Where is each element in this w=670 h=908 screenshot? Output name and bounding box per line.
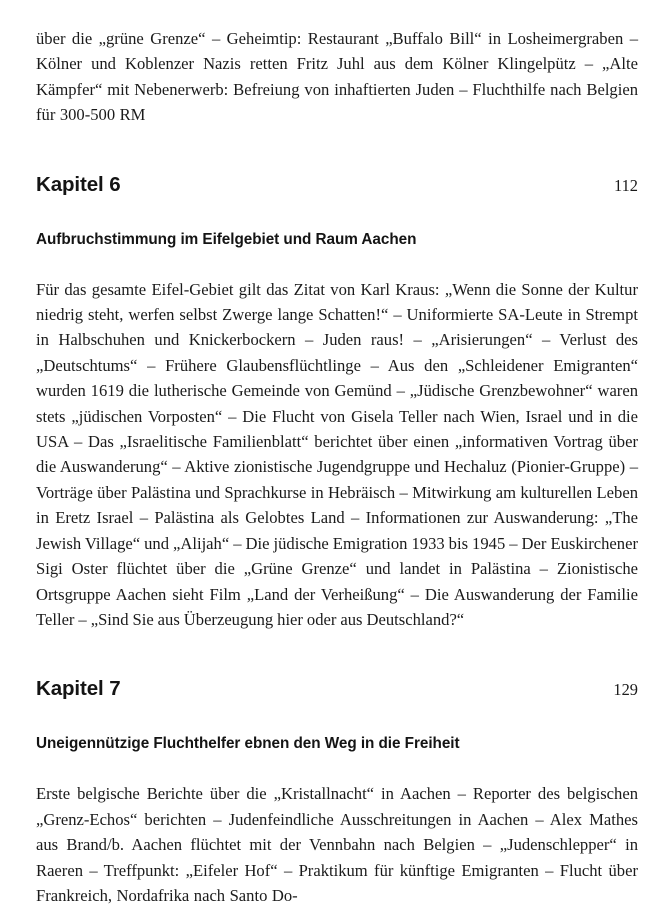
chapter-block-7 — [36, 676, 638, 908]
chapter-block-6 — [36, 172, 638, 633]
chapter-page-number-6: 112 — [614, 175, 638, 195]
chapter-header-6 — [36, 172, 638, 199]
chapter-page-number-7: 129 — [613, 680, 638, 700]
chapter-subtitle-6: Aufbruchstimmung im Eifelgebiet und Raum Aachen — [36, 230, 417, 248]
chapter-title-7: Kapitel 7 — [36, 677, 121, 701]
chapter-subtitle-7: Uneigennützige Fluchthelfer ebnen den Weg in die Freiheit — [36, 735, 460, 753]
chapter-summary-7: Erste belgische Berichte über die „Kristallnacht“ in Aachen – Reporter des belgischen „Grenz-Echos“ berichten – Judenfeindliche Ausschreitungen in Aachen – Alex Mathes aus Brand/b. Aachen flüchtet mit der Vennbahn nach Belgien – „Judenschlepper“ in Raeren – Treffpunkt: „Eifeler Hof“ – Praktikum für künftige Emigranten – Flucht über Frankreich, Nordafrika nach Santo Do- — [36, 784, 638, 905]
continued-paragraph: über die „grüne Grenze“ – Geheimtip: Restaurant „Buffalo Bill“ in Losheimergraben – Kölner und Koblenzer Nazis retten Fritz Juhl aus dem Kölner Klingelpütz – „Alte Kämpfer“ mit Nebenerwerb: Befreiung von inhaftierten Juden – Fluchthilfe nach Belgien für 300-500 RM — [36, 29, 638, 125]
chapter-summary-6: Für das gesamte Eifel-Gebiet gilt das Zitat von Karl Kraus: „Wenn die Sonne der Kultur niedrig steht, werfen selbst Zwerge lange Schatten!“ – Uniformierte SA-Leute in Strempt in Halbschuhen und Knickerbockern – Juden raus! – „Arisierungen“ – Verlust des „Deutschtums“ – Frühere Glaubensflüchtlinge – Aus den „Schleidener Emigranten“ wurden 1619 die lutherische Gemeinde von Gemünd – „Jüdische Grenzbewohner“ waren stets „jüdischen Vorposten“ – Die Flucht von Gisela Teller nach Wien, Israel und in die USA – Das „Israelitische Familienblatt“ berichtet über einen „informativen Vortrag über die Auswanderung“ – Aktive zionistische Jugendgruppe und Hechaluz (Pionier-Gruppe) – Vorträge über Palästina und Sprachkurse in Hebräisch – Mitwirkung am kulturellen Leben in Eretz Israel – Palästina als Gelobtes Land – Informationen zur Auswanderung: „The Jewish Village“ und „Alijah“ – Die jüdische Emigration 1933 bis 1945 – Der Euskirchener Sigi Oster flüchtet über die „Grüne Grenze“ und landet in Palästina – Zionistische Ortsgruppe Aachen sieht Film „Land der Verheißung“ – Die Auswanderung der Familie Teller – „Sind Sie aus Überzeugung hier oder aus Deutschland?“ — [36, 279, 638, 629]
chapter-title-6: Kapitel 6 — [36, 172, 121, 196]
chapter-header-7 — [36, 676, 638, 703]
